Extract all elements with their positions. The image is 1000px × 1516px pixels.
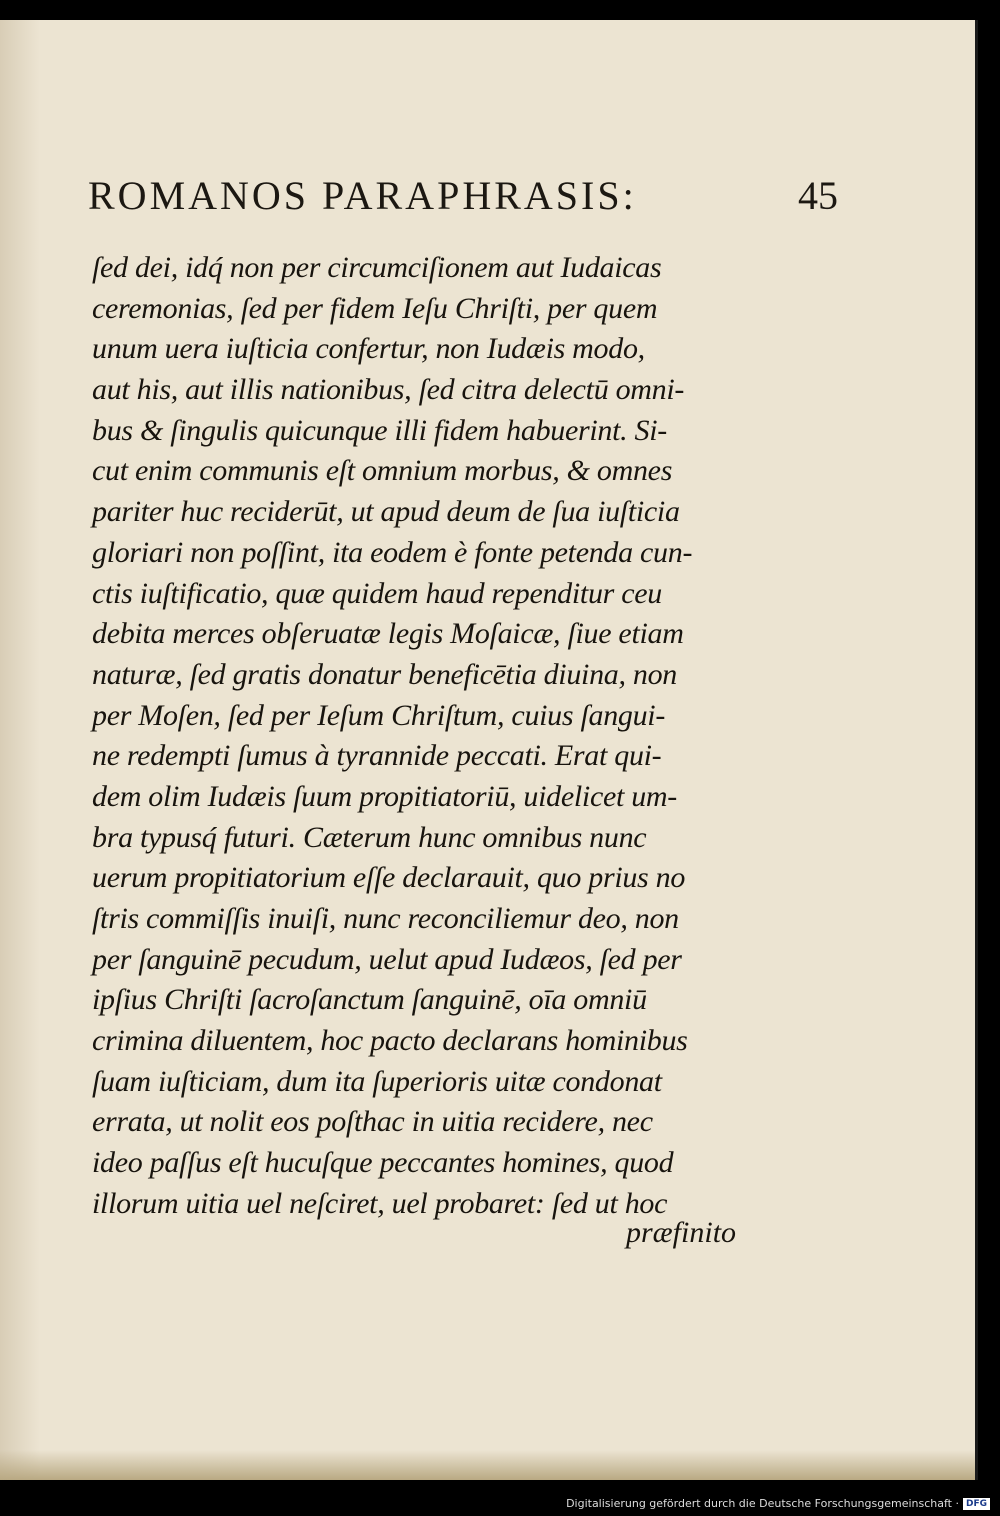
text-line: ceremonias, ſed per fidem Ieſu Chriſti, per quem: [92, 291, 658, 325]
text-line: ipſius Chriſti ſacroſanctum ſanguinē, oīa omniū: [92, 983, 647, 1017]
text-line: debita merces obſeruatæ legis Moſaicæ, ſiue etiam: [92, 617, 684, 651]
running-head: ROMANOS PARAPHRASIS:: [88, 173, 637, 218]
page-number: 45: [798, 173, 838, 218]
text-line: gloriari non poſſint, ita eodem è fonte petenda cun-: [92, 535, 693, 569]
text-line: unum uera iuſticia confertur, non Iudæis modo,: [92, 332, 645, 366]
text-line: ne redempti ſumus à tyrannide peccati. Erat qui-: [92, 739, 662, 773]
text-line: errata, ut nolit eos poſthac in uitia recidere, nec: [92, 1105, 653, 1139]
text-line: dem olim Iudæis ſuum propitiatoriū, uidelicet um-: [92, 779, 677, 813]
text-line: per ſanguinē pecudum, uelut apud Iudæos, ſed per: [92, 942, 682, 976]
text-line: ideo paſſus eſt hucuſque peccantes homines, quod: [92, 1146, 674, 1180]
catchword: præfinito: [626, 1216, 737, 1249]
text-line: ſed dei, idq́ non per circumciſionem aut Iudaicas: [92, 251, 662, 284]
text-line: bus & ſingulis quicunque illi fidem habuerint. Si-: [92, 413, 667, 447]
text-line: aut his, aut illis nationibus, ſed citra delectū omni-: [92, 373, 685, 407]
text-line: ſuam iuſticiam, dum ita ſuperioris uitæ condonat: [92, 1064, 662, 1098]
body-text: [92, 248, 757, 1225]
text-line: uerum propitiatorium eſſe declarauit, quo prius no: [92, 861, 686, 895]
text-line: ſtris commiſſis inuiſi, nunc reconciliemur deo, non: [92, 902, 679, 935]
book-page: [0, 20, 978, 1480]
digitization-footer: [566, 1497, 990, 1510]
text-line: per Moſen, ſed per Ieſum Chriſtum, cuius ſangui-: [92, 698, 666, 732]
text-line: naturæ, ſed gratis donatur beneficētia diuina, non: [92, 657, 677, 691]
text-line: bra typusq́ futuri. Cæterum hunc omnibus nunc: [92, 820, 647, 854]
text-line: ctis iuſtificatio, quæ quidem haud rependitur ceu: [92, 576, 662, 610]
text-line: pariter huc reciderūt, ut apud deum de ſua iuſticia: [92, 495, 680, 529]
dfg-logo-icon: DFG: [963, 1498, 990, 1510]
text-line: cut enim communis eſt omnium morbus, & omnes: [92, 454, 673, 488]
footer-credit: Digitalisierung gefördert durch die Deutsche Forschungsgemeinschaft ·: [566, 1497, 959, 1510]
page-header: [88, 172, 838, 232]
text-line: illorum uitia uel neſciret, uel probaret: ſed ut hoc: [92, 1186, 668, 1220]
text-line: crimina diluentem, hoc pacto declarans hominibus: [92, 1024, 688, 1058]
